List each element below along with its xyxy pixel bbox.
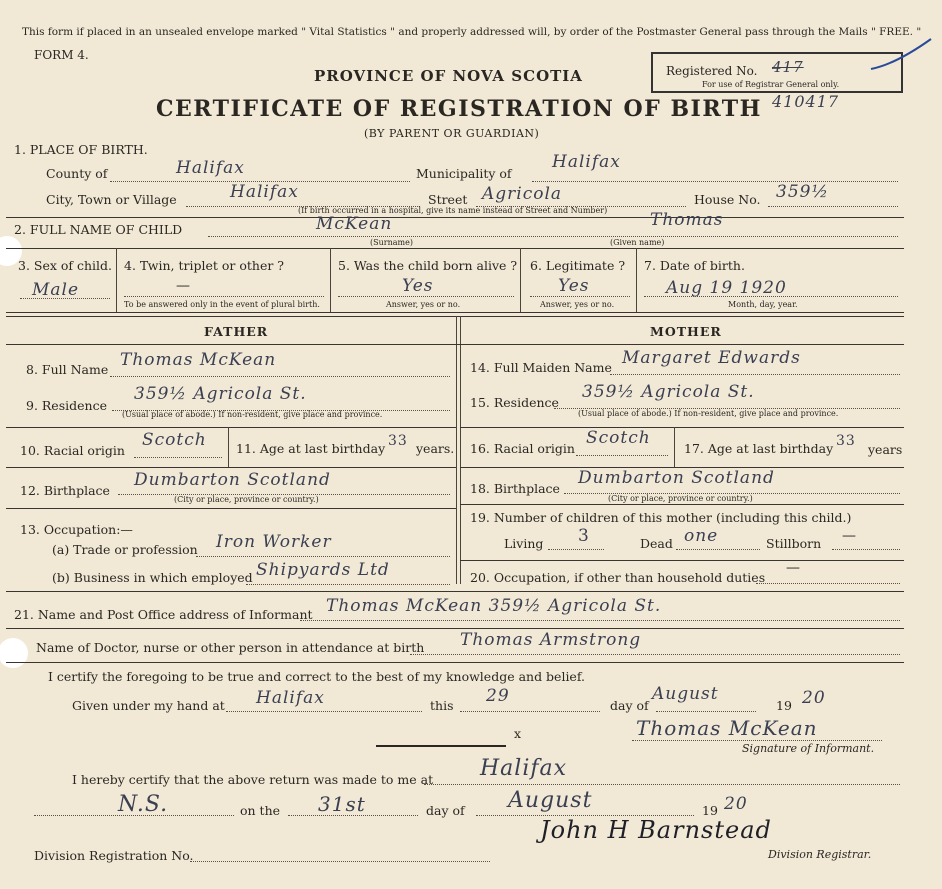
given-year-value: 20	[802, 688, 826, 708]
hospital-note: (If birth occurred in a hospital, give its name instead of Street and Number)	[298, 206, 608, 215]
given-year-prefix: 19	[776, 698, 792, 713]
mother-dead-label: Dead	[640, 536, 673, 551]
mother-residence-label: 15. Residence	[470, 395, 559, 410]
mother-living-label: Living	[504, 536, 544, 551]
given-day-value: 29	[486, 686, 510, 706]
registrar-day-of-label: day of	[426, 803, 465, 818]
given-day-of-label: day of	[610, 698, 649, 713]
informant-value: Thomas McKean 359½ Agricola St.	[326, 596, 662, 616]
registrar-signature: John H Barnstead	[540, 816, 772, 844]
mother-living-value: 3	[578, 526, 590, 546]
twin-label: 4. Twin, triplet or other ?	[124, 258, 284, 273]
city-value: Halifax	[230, 182, 299, 202]
child-name-label: 2. FULL NAME OF CHILD	[14, 222, 183, 237]
given-month-value: August	[652, 684, 719, 704]
registered-label: Registered No.	[666, 64, 758, 78]
mother-children-label: 19. Number of children of this mother (including this child.)	[470, 510, 852, 525]
dob-value: Aug 19 1920	[666, 278, 787, 298]
father-occupation-label: 13. Occupation:—	[20, 522, 133, 537]
sex-label: 3. Sex of child.	[18, 258, 113, 273]
father-residence-value: 359½ Agricola St.	[134, 384, 307, 404]
place-of-birth-heading: 1. PLACE OF BIRTH.	[14, 142, 148, 157]
mother-birthplace-note: (City or place, province or country.)	[608, 494, 753, 503]
municipality-value: Halifax	[552, 152, 621, 172]
registrar-province-value: N.S.	[118, 792, 169, 817]
child-surname-value: McKean	[316, 214, 393, 234]
informant-signature: Thomas McKean	[636, 716, 818, 740]
county-value: Halifax	[176, 158, 245, 178]
mother-birthplace-label: 18. Birthplace	[470, 481, 560, 496]
mother-stillborn-value: —	[842, 528, 856, 544]
province-heading: PROVINCE OF NOVA SCOTIA	[314, 67, 583, 85]
mother-birthplace-value: Dumbarton Scotland	[578, 468, 775, 488]
registrar-year-prefix: 19	[702, 803, 718, 818]
house-value: 359½	[776, 182, 829, 202]
given-place-value: Halifax	[256, 688, 325, 708]
father-name-value: Thomas McKean	[120, 350, 277, 370]
father-trade-label: (a) Trade or profession	[52, 542, 198, 557]
father-racial-value: Scotch	[142, 430, 207, 450]
municipality-label: Municipality of	[416, 166, 512, 181]
legit-value: Yes	[558, 276, 590, 296]
child-given-value: Thomas	[650, 210, 724, 230]
alive-label: 5. Was the child born alive ?	[338, 258, 518, 273]
father-name-label: 8. Full Name	[26, 362, 109, 377]
registrar-place-value: Halifax	[480, 756, 568, 781]
father-age-label: 11. Age at last birthday	[236, 441, 386, 456]
informant-label: 21. Name and Post Office address of Informant	[14, 607, 313, 622]
informant-certify-text: I certify the foregoing to be true and correct to the best of my knowledge and belief.	[48, 669, 585, 684]
mother-racial-value: Scotch	[586, 428, 651, 448]
registrar-certify-text: I hereby certify that the above return was made to me at	[72, 772, 434, 787]
mother-age-unit: years	[868, 442, 903, 457]
registrar-caption: Division Registrar.	[768, 848, 872, 861]
given-this-label: this	[430, 698, 454, 713]
check-mark-icon	[866, 34, 936, 74]
mother-stillborn-label: Stillborn	[766, 536, 822, 551]
mother-age-value: 33	[836, 433, 856, 449]
punch-hole-bottom	[0, 638, 28, 668]
form-number: FORM 4.	[34, 48, 89, 62]
father-age-value: 33	[388, 433, 408, 449]
given-caption: (Given name)	[610, 238, 665, 247]
mother-occupation-value: —	[786, 560, 800, 576]
mother-dead-value: one	[684, 526, 719, 546]
registrar-day-value: 31st	[318, 792, 366, 816]
alive-note: Answer, yes or no.	[386, 300, 461, 309]
registrar-year-value: 20	[724, 794, 748, 814]
certificate-subtitle: (BY PARENT OR GUARDIAN)	[364, 127, 540, 140]
father-age-unit: years.	[416, 441, 455, 456]
house-label: House No.	[694, 192, 761, 207]
father-business-value: Shipyards Ltd	[256, 560, 390, 580]
dob-note: Month, day, year.	[728, 300, 798, 309]
mother-racial-label: 16. Racial origin	[470, 441, 575, 456]
mother-residence-value: 359½ Agricola St.	[582, 382, 755, 402]
mother-age-label: 17. Age at last birthday	[684, 441, 834, 456]
city-label: City, Town or Village	[46, 192, 177, 207]
county-label: County of	[46, 166, 108, 181]
mother-name-value: Margaret Edwards	[622, 348, 801, 368]
alive-value: Yes	[402, 276, 434, 296]
father-trade-value: Iron Worker	[216, 532, 332, 552]
surname-caption: (Surname)	[370, 238, 413, 247]
registrar-on-the-label: on the	[240, 803, 281, 818]
division-registration-label: Division Registration No.	[34, 848, 194, 863]
stamp-number: 410417	[772, 92, 840, 111]
legit-note: Answer, yes or no.	[540, 300, 615, 309]
x-mark: x	[514, 726, 522, 741]
doctor-value: Thomas Armstrong	[460, 630, 642, 650]
legit-label: 6. Legitimate ?	[530, 258, 626, 273]
postal-notice: This form if placed in an unsealed envelope marked " Vital Statistics " and properly addressed will, by order of the Postmaster General pass through the Mails " FREE. "	[22, 26, 922, 38]
dob-label: 7. Date of birth.	[644, 258, 745, 273]
father-business-label: (b) Business in which employed	[52, 570, 253, 585]
twin-note: To be answered only in the event of plural birth.	[124, 300, 320, 309]
certificate-title: CERTIFICATE OF REGISTRATION OF BIRTH	[156, 96, 762, 122]
registered-number: 417	[772, 58, 804, 76]
father-birthplace-value: Dumbarton Scotland	[134, 470, 331, 490]
registrar-use-note: For use of Registrar General only.	[702, 80, 840, 89]
father-racial-label: 10. Racial origin	[20, 443, 125, 458]
father-residence-note: (Usual place of abode.) If non-resident, give place and province.	[122, 410, 383, 419]
mother-heading: MOTHER	[650, 324, 722, 339]
mother-occupation-label: 20. Occupation, if other than household duties	[470, 570, 766, 585]
father-birthplace-note: (City or place, province or country.)	[174, 495, 319, 504]
mother-name-label: 14. Full Maiden Name	[470, 360, 612, 375]
father-residence-label: 9. Residence	[26, 398, 107, 413]
twin-value: —	[176, 278, 190, 294]
given-under-label: Given under my hand at	[72, 698, 225, 713]
father-heading: FATHER	[204, 324, 269, 339]
street-label: Street	[428, 192, 468, 207]
father-birthplace-label: 12. Birthplace	[20, 483, 110, 498]
informant-signature-caption: Signature of Informant.	[742, 742, 875, 755]
mother-residence-note: (Usual place of abode.) If non-resident, give place and province.	[578, 409, 839, 418]
sex-value: Male	[32, 280, 80, 300]
doctor-label: Name of Doctor, nurse or other person in attendance at birth	[36, 640, 425, 655]
street-value: Agricola	[482, 184, 563, 204]
registrar-month-value: August	[508, 788, 593, 813]
